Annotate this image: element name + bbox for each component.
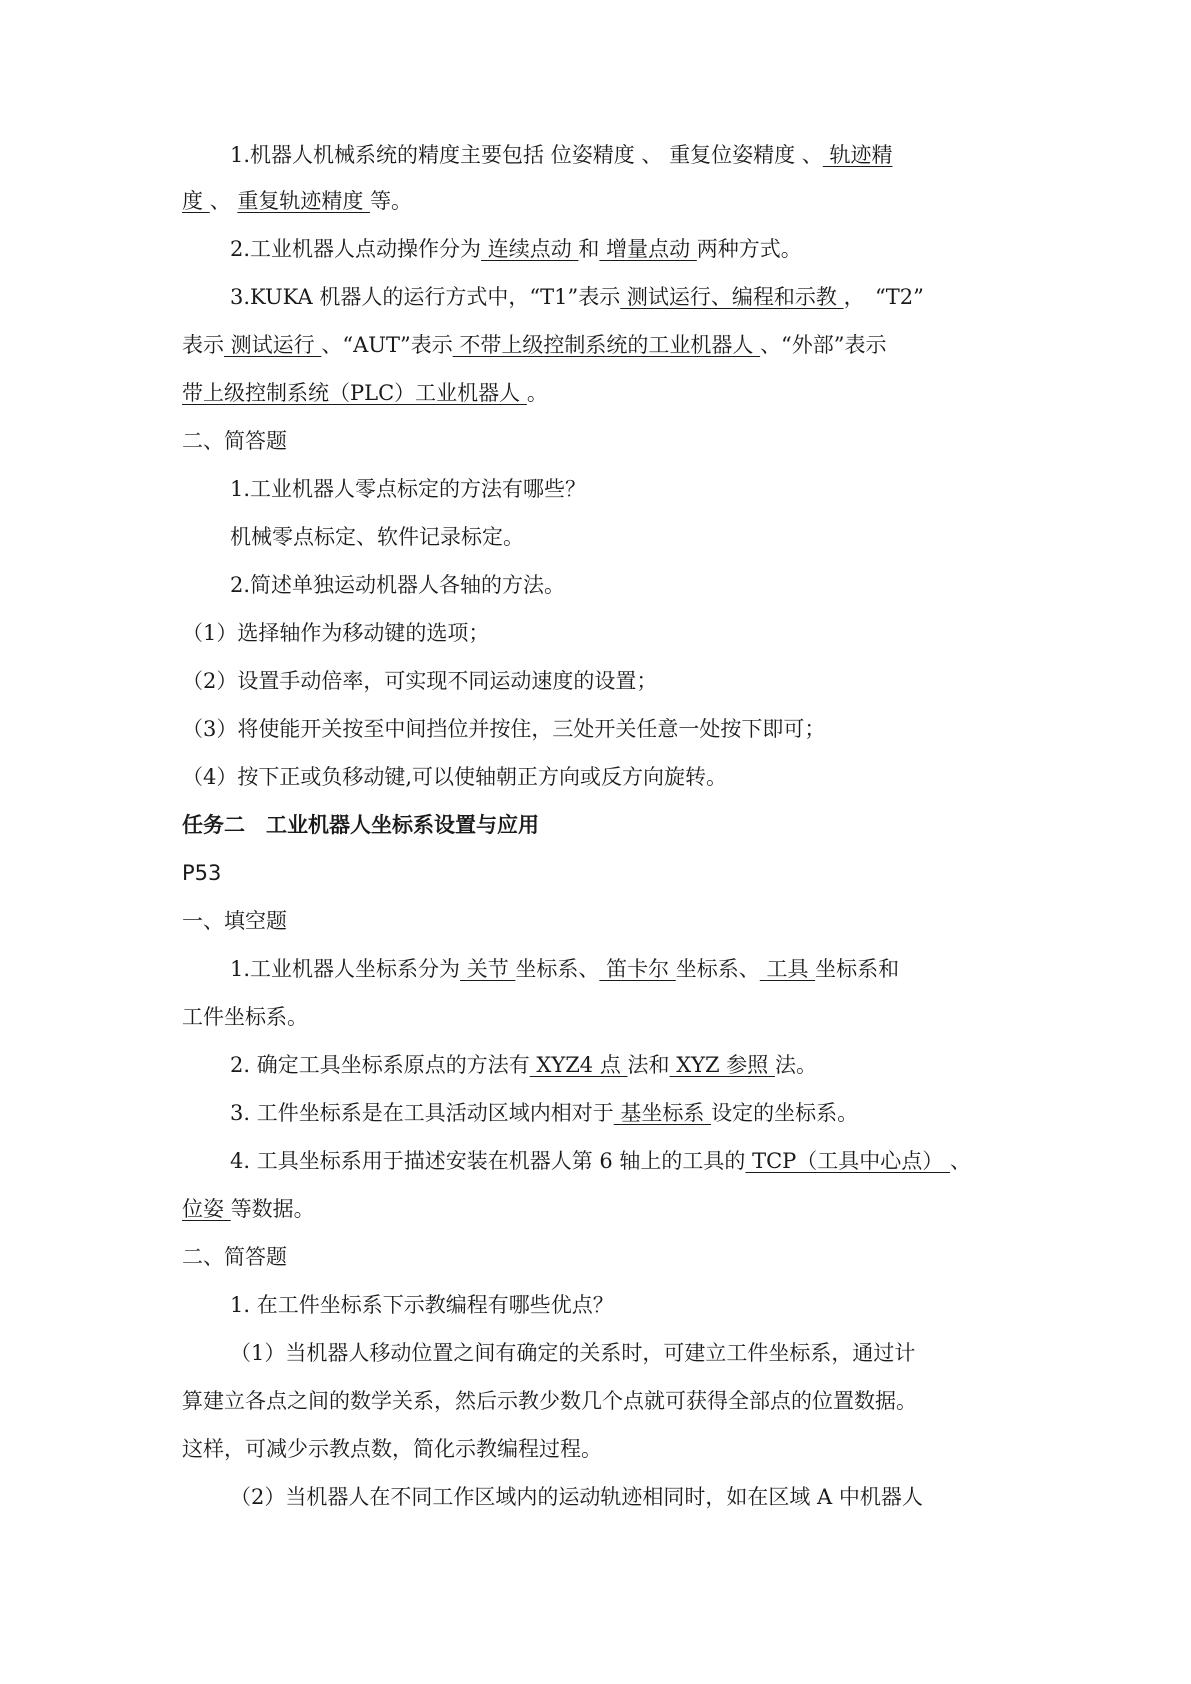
fill-question-6 xyxy=(230,1098,858,1128)
answer-blank: 工具 xyxy=(759,957,816,981)
answer-blank: 增量点动 xyxy=(599,237,697,261)
question-text: 、“AUT”表示 xyxy=(321,333,453,357)
fill-question-7-cont xyxy=(182,1194,315,1224)
question-text: 等。 xyxy=(370,189,413,213)
answer-blank: 不带上级控制系统的工业机器人 xyxy=(452,333,761,357)
question-text: 3.KUKA 机器人的运行方式中，“T1”表示 xyxy=(230,285,621,309)
question-text: 、“外部”表示 xyxy=(760,333,887,357)
task-heading: 任务二 工业机器人坐标系设置与应用 xyxy=(182,813,539,837)
question-text: 法。 xyxy=(774,1053,817,1077)
answer-blank: 基坐标系 xyxy=(613,1101,712,1125)
answer-blank: 重复轨迹精度 xyxy=(237,189,371,213)
paragraph-line: 这样，可减少示教点数，简化示教编程过程。 xyxy=(182,1437,602,1461)
separator: 、 xyxy=(209,189,238,213)
list-item: （1）选择轴作为移动键的选项； xyxy=(182,621,490,645)
question-text: 坐标系、 xyxy=(515,957,600,981)
question-text: 1.机器人机械系统的精度主要包括 xyxy=(230,143,551,167)
question-text: 和 xyxy=(578,237,600,261)
section-title: 二、简答题 xyxy=(182,429,287,453)
answer-blank: TCP（工具中心点） xyxy=(745,1149,950,1173)
answer-blank: 带上级控制系统（PLC）工业机器人 xyxy=(182,381,527,405)
answer-blank: 测试运行、编程和示教 xyxy=(620,285,844,309)
fill-question-4-cont: 工件坐标系。 xyxy=(182,1005,308,1029)
paragraph-line: （2）当机器人在不同工作区域内的运动轨迹相同时，如在区域 A 中机器人 xyxy=(230,1485,923,1509)
fill-question-2 xyxy=(230,234,802,264)
answer-blank: XYZ 参照 xyxy=(669,1053,775,1077)
paragraph-line: 算建立各点之间的数学关系，然后示教少数几个点就可获得全部点的位置数据。 xyxy=(182,1389,917,1413)
list-item: （4）按下正或负移动键,可以使轴朝正方向或反方向旋转。 xyxy=(182,765,728,789)
fill-question-1-cont xyxy=(182,186,412,216)
question-text: 3. 工件坐标系是在工具活动区域内相对于 xyxy=(230,1101,614,1125)
answer-blank: 度 xyxy=(182,189,210,213)
short-answer-question-3: 1. 在工件坐标系下示教编程有哪些优点？ xyxy=(230,1293,614,1317)
answer-blank: 位姿精度 xyxy=(550,143,635,167)
short-answer-answer-1: 机械零点标定、软件记录标定。 xyxy=(230,525,524,549)
fill-question-4 xyxy=(230,954,899,984)
question-text: 2. 确定工具坐标系原点的方法有 xyxy=(230,1053,530,1077)
fill-question-3-cont xyxy=(182,330,887,360)
question-text: 表示 xyxy=(182,333,224,357)
paragraph-line: （1）当机器人移动位置之间有确定的关系时，可建立工件坐标系，通过计 xyxy=(230,1341,916,1365)
list-item: （3）将使能开关按至中间挡位并按住，三处开关任意一处按下即可； xyxy=(182,717,826,741)
answer-blank: 笛卡尔 xyxy=(599,957,676,981)
answer-blank: 关节 xyxy=(460,957,516,981)
question-text: 1.工业机器人坐标系分为 xyxy=(230,957,461,981)
question-text: 等数据。 xyxy=(230,1197,315,1221)
question-text: 4. 工具坐标系用于描述安装在机器人第 6 轴上的工具的 xyxy=(230,1149,746,1173)
separator: 、 xyxy=(634,143,670,167)
fill-question-1 xyxy=(230,140,892,170)
separator: 、 xyxy=(795,143,823,167)
question-text: 。 xyxy=(526,381,548,405)
answer-blank: 位姿 xyxy=(182,1197,231,1221)
question-text: 两种方式。 xyxy=(696,237,802,261)
answer-blank: 轨迹精 xyxy=(822,143,893,167)
fill-question-3 xyxy=(230,282,924,312)
answer-blank: 测试运行 xyxy=(224,333,322,357)
question-text: 2.工业机器人点动操作分为 xyxy=(230,237,482,261)
question-text: 法和 xyxy=(627,1053,670,1077)
question-text: 、 xyxy=(949,1149,971,1173)
page-reference: P53 xyxy=(182,861,222,885)
section-title: 二、简答题 xyxy=(182,1245,287,1269)
short-answer-question-2: 2.简述单独运动机器人各轴的方法。 xyxy=(230,573,566,597)
answer-blank: 连续点动 xyxy=(481,237,579,261)
short-answer-question-1: 1.工业机器人零点标定的方法有哪些？ xyxy=(230,477,587,501)
answer-blank: XYZ4 点 xyxy=(529,1053,628,1077)
fill-question-7 xyxy=(230,1146,971,1176)
question-text: 坐标系和 xyxy=(815,957,900,981)
question-text: 设定的坐标系。 xyxy=(711,1101,859,1125)
fill-question-3-cont2 xyxy=(182,378,548,408)
section-title: 一、填空题 xyxy=(182,909,287,933)
list-item: （2）设置手动倍率，可实现不同运动速度的设置； xyxy=(182,669,658,693)
answer-blank: 重复位姿精度 xyxy=(669,143,796,167)
question-text: 坐标系、 xyxy=(675,957,760,981)
fill-question-5 xyxy=(230,1050,817,1080)
question-text: ， “T2” xyxy=(843,285,924,309)
